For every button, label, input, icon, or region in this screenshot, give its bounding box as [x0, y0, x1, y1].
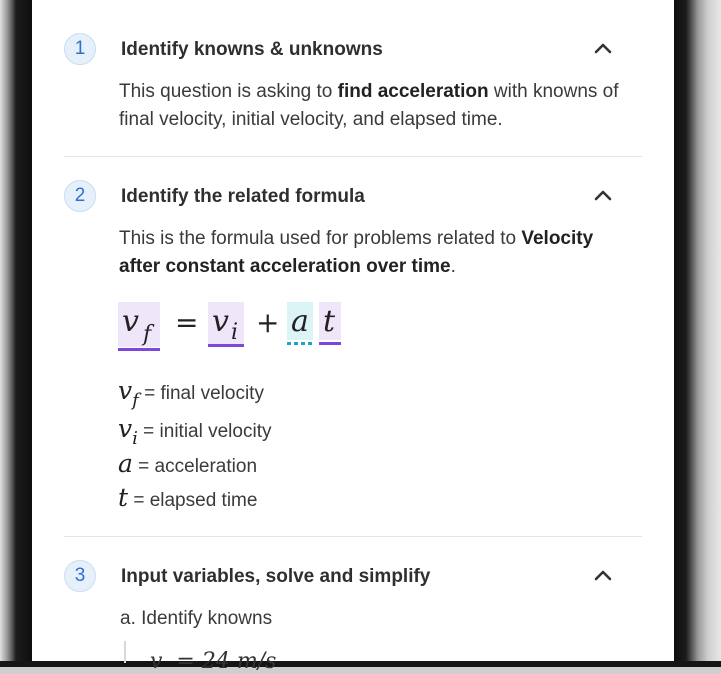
- symbol-acceleration: a: [291, 304, 309, 339]
- step-title[interactable]: Identify the related formula: [121, 186, 365, 207]
- step-divider: [64, 536, 642, 537]
- phone-bezel-left: [0, 0, 32, 667]
- step-number-badge: 2: [64, 180, 96, 212]
- underline-time: [319, 342, 341, 345]
- step-title[interactable]: Identify knowns & unknowns: [121, 39, 383, 60]
- step-title[interactable]: Input variables, solve and simplify: [121, 566, 431, 587]
- solution-screen: [32, 0, 674, 674]
- step-description: This question is asking to find acceleration with knowns of final velocity, initial velocity, and elapsed time.: [119, 81, 619, 130]
- chevron-up-icon[interactable]: [592, 187, 614, 203]
- symbol-final-velocity: v: [122, 304, 139, 339]
- phone-bezel-right: [674, 0, 721, 667]
- underline-initial-velocity: [208, 344, 244, 347]
- step-description: This is the formula used for problems related to Velocity after constant acceleration over time.: [119, 228, 594, 277]
- underline-final-velocity: [118, 348, 160, 351]
- definition-final-velocity: vf = final velocity: [118, 376, 264, 411]
- knowns-block-border: [124, 641, 126, 663]
- chevron-up-icon[interactable]: [592, 567, 614, 583]
- step-divider: [64, 156, 642, 157]
- symbol-time: t: [323, 304, 336, 339]
- definition-time: t = elapsed time: [118, 483, 258, 512]
- chevron-up-icon[interactable]: [592, 40, 614, 56]
- subscript-f: f: [143, 322, 152, 347]
- sub-step-label: a. Identify knowns: [120, 608, 273, 629]
- subscript-i: i: [231, 320, 239, 345]
- step-number-badge: 1: [64, 33, 96, 65]
- definition-acceleration: a = acceleration: [118, 449, 258, 478]
- phone-bezel-bottom: [0, 661, 721, 667]
- equals-sign: =: [175, 306, 199, 339]
- step-number-badge: 3: [64, 560, 96, 592]
- symbol-initial-velocity: v: [212, 304, 229, 339]
- dotted-underline-acceleration: [287, 342, 313, 345]
- known-value-line: v = 24 m/s: [150, 649, 277, 674]
- plus-sign: +: [256, 306, 280, 339]
- definition-initial-velocity: vi = initial velocity: [118, 414, 272, 449]
